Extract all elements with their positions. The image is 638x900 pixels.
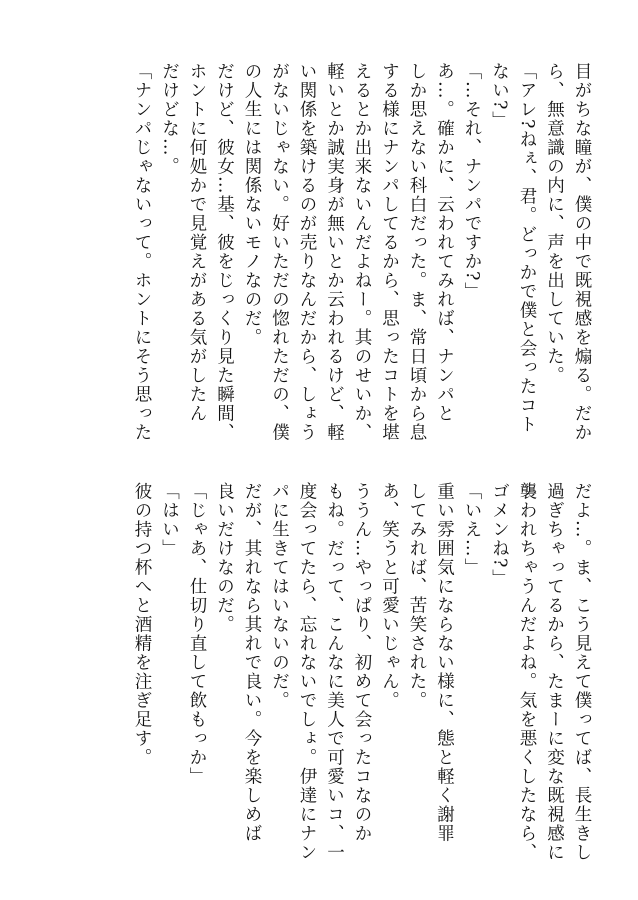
- text-line: 「じゃあ、仕切り直して飲もっか」: [187, 482, 207, 786]
- text-line: 「はい」: [159, 482, 180, 558]
- text-line: 軽いとか誠実身が無いとか云われるけど、軽: [324, 62, 345, 442]
- text-line: ない?」: [489, 62, 510, 130]
- text-line: ゴメンね?」: [489, 482, 510, 588]
- text-line: 襲われちゃうんだよね。気を悪くしたなら、: [517, 482, 537, 862]
- text-line: えるとか出来ないんだよねー。其のせいか、: [352, 62, 372, 442]
- text-line: パに生きてはいないのだ。: [269, 482, 290, 710]
- text-line: ううん…やっぱり、初めて会ったコなのか: [352, 482, 372, 843]
- text-line: の人生には関係ないモノなのだ。: [242, 62, 262, 347]
- text-line: 重い雰囲気にならない様に、態と軽く謝罪: [434, 482, 455, 843]
- text-line: だよ…。ま、こう見えて僕ってば、長生きし: [572, 482, 592, 862]
- text-block-top: [55, 62, 595, 447]
- text-line: もね。だって、こんなに美人で可愛いコ、一: [324, 482, 345, 862]
- text-line: 目がちな瞳が、僕の中で既視感を煽る。だか: [572, 62, 592, 442]
- text-line: してみれば、苦笑された。: [407, 482, 427, 710]
- text-line: しか思えない科白だった。ま、常日頃から息: [407, 62, 427, 442]
- text-line: だけどな…。: [159, 62, 180, 176]
- text-line: 「ナンパじゃないって。ホントにそう思った: [132, 62, 152, 442]
- text-block-bottom: [55, 482, 595, 867]
- text-line: ら、無意識の内に、声を出していた。: [544, 62, 565, 385]
- text-line: がないじゃない。好いただの惚れただの、僕: [269, 62, 290, 442]
- text-line: だが、其れなら其れで良い。今を楽しめば: [242, 482, 262, 843]
- text-line: 度会ってたら、忘れないでしょ。伊達にナン: [297, 482, 317, 862]
- text-line: あ、笑うと可愛いじゃん。: [379, 482, 400, 710]
- text-line: 「アレ?ねぇ、君。どっかで僕と会ったコト: [517, 62, 537, 434]
- text-line: あ…。確かに、云われてみれば、ナンパと: [434, 62, 455, 423]
- text-line: だけど、彼女…基、彼をじっくり見た瞬間、: [214, 62, 235, 442]
- text-line: 「…それ、ナンパですか?」: [462, 62, 482, 301]
- text-line: 彼の持つ杯へと酒精を注ぎ足す。: [132, 482, 152, 767]
- text-line: ホントに何処かで見覚えがある気がしたん: [187, 62, 207, 423]
- text-line: 良いだけなのだ。: [214, 482, 235, 634]
- text-line: 「いえ…」: [462, 482, 482, 577]
- text-line: する様にナンパしてるから、思ったコトを堪: [379, 62, 400, 442]
- text-line: 過ぎちゃってるから、たまーに変な既視感に: [544, 482, 565, 862]
- text-line: い関係を築けるのが売りなんだから、しょう: [297, 62, 317, 442]
